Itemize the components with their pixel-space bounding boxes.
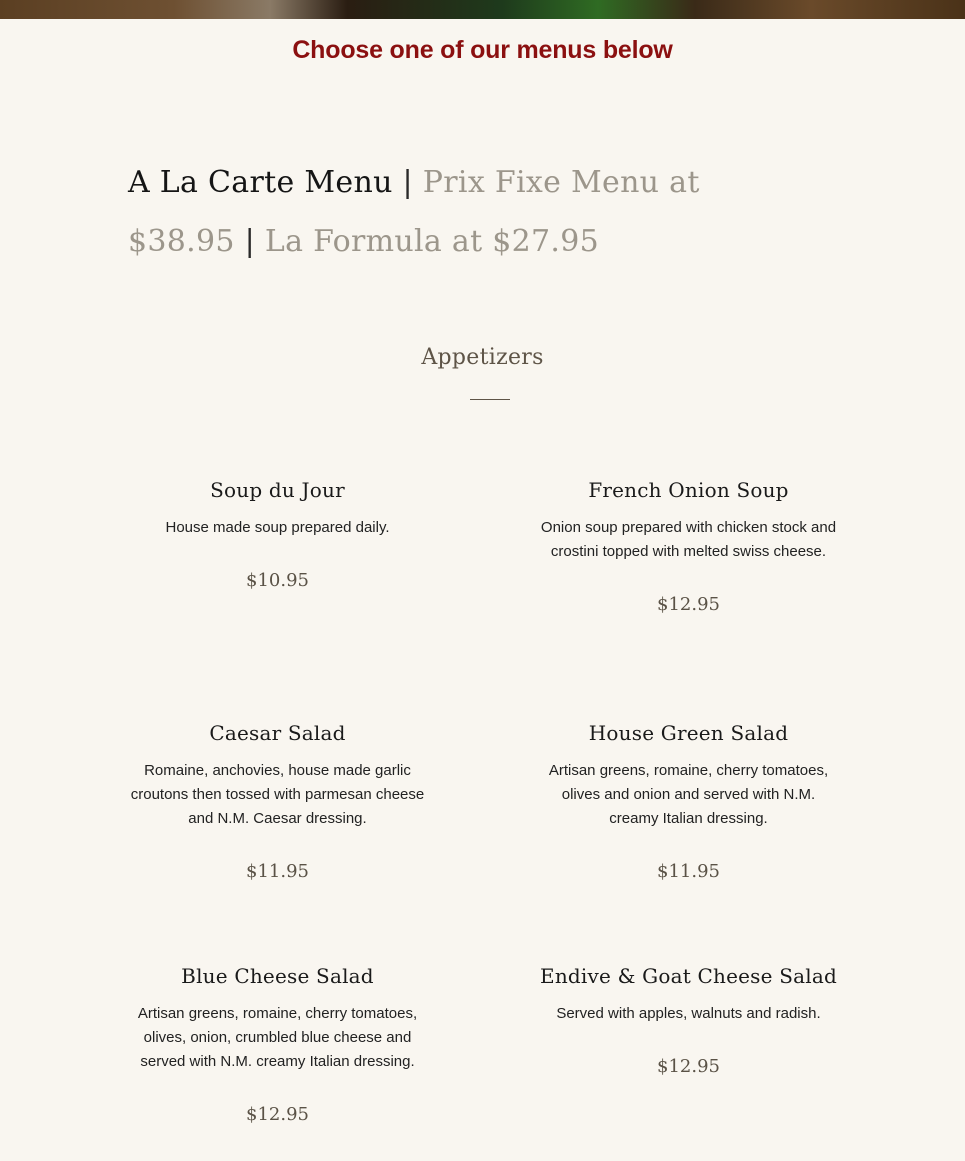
choose-menu-heading: Choose one of our menus below xyxy=(292,36,673,64)
menu-item-price: $11.95 xyxy=(657,861,720,882)
menu-item-price: $11.95 xyxy=(246,861,309,882)
menu-item-price: $12.95 xyxy=(246,1104,309,1125)
menu-separator: | xyxy=(244,224,256,259)
menu-selector xyxy=(128,153,768,271)
menu-tab-la-formula[interactable]: La Formula at $27.95 xyxy=(264,224,600,259)
menu-item-description: Onion soup prepared with chicken stock and crostini topped with melted swiss cheese. xyxy=(540,519,837,560)
menu-item-name: Blue Cheese Salad xyxy=(181,964,374,988)
menu-item-name: Soup du Jour xyxy=(210,478,345,502)
section-divider xyxy=(470,399,510,400)
menu-separator: | xyxy=(402,165,413,200)
menu-item-endive-goat-cheese-salad xyxy=(539,962,838,1080)
menu-item-description: House made soup prepared daily. xyxy=(165,519,390,536)
menu-item-description: Served with apples, walnuts and radish. xyxy=(556,1005,821,1022)
section-title-appetizers: Appetizers xyxy=(421,345,544,370)
menu-item-description: Artisan greens, romaine, cherry tomatoes, olives, onion, crumbled blue cheese and served with N.M. creamy Italian dressing. xyxy=(137,1005,418,1070)
menu-item-caesar-salad xyxy=(128,719,427,885)
hero-image-strip xyxy=(0,0,965,19)
menu-item-price: $12.95 xyxy=(657,1056,720,1077)
menu-item-description: Artisan greens, romaine, cherry tomatoes, olives and onion and served with N.M. creamy Italian dressing. xyxy=(548,762,829,827)
menu-item-blue-cheese-salad xyxy=(128,962,427,1128)
menu-item-price: $10.95 xyxy=(246,570,309,591)
menu-item-description: Romaine, anchovies, house made garlic croutons then tossed with parmesan cheese and N.M. Caesar dressing. xyxy=(130,762,425,827)
menu-item-house-green-salad xyxy=(539,719,838,885)
menu-item-name: Endive & Goat Cheese Salad xyxy=(540,964,837,988)
menu-tab-a-la-carte[interactable]: A La Carte Menu xyxy=(128,165,393,200)
menu-item-soup-du-jour xyxy=(128,476,427,594)
menu-item-name: House Green Salad xyxy=(588,721,789,745)
menu-item-name: French Onion Soup xyxy=(588,478,789,502)
menu-item-french-onion-soup xyxy=(539,476,838,618)
menu-item-name: Caesar Salad xyxy=(209,721,346,745)
menu-tab-prix-fixe[interactable]: Prix Fixe Menu at $38.95 xyxy=(128,165,700,259)
menu-item-price: $12.95 xyxy=(657,594,720,615)
